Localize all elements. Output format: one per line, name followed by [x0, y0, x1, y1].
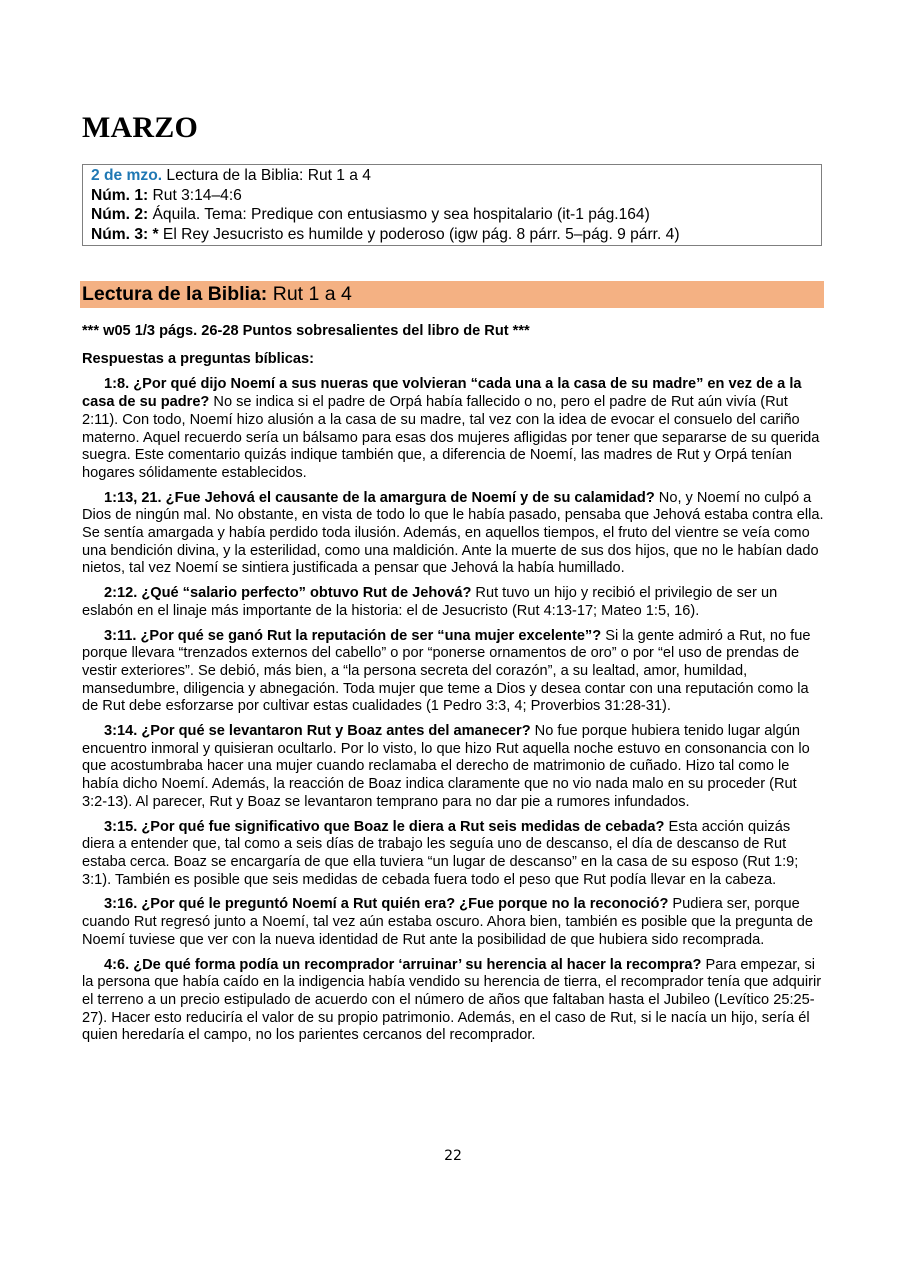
source-reference: *** w05 1/3 págs. 26-28 Puntos sobresalientes del libro de Rut *** [82, 323, 530, 339]
question: 2:12. ¿Qué “salario perfecto” obtuvo Rut de Jehová? [104, 585, 472, 602]
qa-paragraph [82, 490, 824, 579]
schedule-text: Áquila. Tema: Predique con entusiasmo y sea hospitalario (it-1 pág.164) [148, 206, 650, 224]
answer: Rut tuvo un hijo y recibió el privilegio de ser un eslabón en el linaje más importante de la historia: el de Jesucristo (Rut 4:13-17; Mateo 1:5, 16). [82, 585, 778, 619]
schedule-label: Núm. 1: [91, 186, 149, 204]
answer: Esta acción quizás diera a entender que, tal como a seis días de trabajo les seguía uno de descanso, el día de descanso de Rut estaba cerca. Boaz se encargaría de que ella tuviera “un lugar de descanso” en la casa de su esposo (Rut 1:9; 3:1). También es posible que seis medidas de cebada fuera todo el peso que Rut podía llevar en la cabeza. [82, 818, 799, 888]
answer: Para empezar, si la persona que había caído en la indigencia había vendido su herencia de tierra, el recomprador tenía que adquirir el terreno a un precio estipulado de acuerdo con el número de años que faltaban hasta el Jubileo (Levítico 25:25-27). Hacer esto reduciría el valor de su propio patrimonio. Además, en el caso de Rut, si le nacía un hijo, sería él quien heredaría el campo, no los parientes cercanos del recomprador. [82, 956, 822, 1044]
qa-paragraph [82, 819, 824, 890]
question: 3:15. ¿Por qué fue significativo que Boaz le diera a Rut seis medidas de cebada? [104, 818, 665, 835]
qa-paragraph [82, 896, 824, 949]
section-title-rest: Rut 1 a 4 [267, 283, 352, 305]
answer: Si la gente admiró a Rut, no fue porque llevara “trenzados externos del cabello” o por “ponerse ornamentos de oro” o por “el uso de prendas de vestir exteriores”. Se debió, más bien, a “la persona secreta del corazón”, a su lealtad, amor, humildad, mansedumbre, diligencia y abnegación. Toda mujer que teme a Dios y desea contar con una reputación como la de Rut debe esforzarse por cultivar estas cualidades (1 Pedro 3:3, 4; Proverbios 31:28-31). [82, 627, 811, 715]
question: 3:16. ¿Por qué le preguntó Noemí a Rut quién era? ¿Fue porque no la reconoció? [104, 896, 669, 913]
answer: No se indica si el padre de Orpá había fallecido o no, pero el padre de Rut aún vivía (Rut 2:11). Con todo, Noemí hizo alusión a la casa de su madre, tal vez con la idea de evocar el consuelo del cariño materno. Aquel recuerdo sería un bálsamo para esas dos mujeres afligidas por tener que separarse de su querida suegra. Este comentario quizás indique también que, a diferencia de Noemí, las madres de Rut y Orpá tenían hogares sólidamente establecidos. [82, 394, 820, 481]
schedule-line-3 [91, 225, 821, 245]
qa-paragraph [82, 376, 824, 482]
question: 3:11. ¿Por qué se ganó Rut la reputación de ser “una mujer excelente”? [104, 627, 602, 644]
question: 3:14. ¿Por qué se levantaron Rut y Boaz antes del amanecer? [104, 723, 531, 740]
qa-paragraph [82, 628, 824, 717]
schedule-date: 2 de mzo. [91, 167, 163, 184]
schedule-line-reading [91, 166, 821, 186]
schedule-label: Núm. 3: * [91, 225, 159, 243]
section-title-bold: Lectura de la Biblia: [82, 283, 268, 305]
question: 4:6. ¿De qué forma podía un recomprador ‘arruinar’ su herencia al hacer la recompra? [104, 956, 702, 973]
schedule-line-2 [91, 205, 821, 225]
section-heading [80, 281, 824, 308]
article-body [82, 323, 824, 1052]
question: 1:8. ¿Por qué dijo Noemí a sus nueras que volvieran “cada una a la casa de su madre” en vez de a la casa de su padre? [82, 376, 802, 411]
schedule-box [82, 164, 822, 246]
schedule-text: El Rey Jesucristo es humilde y poderoso (igw pág. 8 párr. 5–pág. 9 párr. 4) [158, 225, 680, 243]
answer: No fue porque hubiera tenido lugar algún encuentro inmoral y quisieran ocultarlo. Por lo visto, lo que hizo Rut aquella noche estuvo en consonancia con lo que acostumbraba hacer una mujer cuando reclamaba el derecho de matrimonio de cuñado. Hizo tal como le había dicho Noemí. Además, la reacción de Boaz indica claramente que no vio nada malo en su proceder (Rut 3:2-13). Al parecer, Rut y Boaz se levantaron temprano para no dar pie a rumores infundados. [82, 723, 810, 810]
qa-paragraph [82, 957, 824, 1046]
schedule-text: Rut 3:14–4:6 [148, 186, 242, 204]
schedule-line-1 [91, 186, 821, 206]
schedule-reading: Lectura de la Biblia: Rut 1 a 4 [162, 167, 371, 184]
page-number: 22 [444, 1148, 462, 1164]
answers-heading: Respuestas a preguntas bíblicas: [82, 350, 314, 367]
qa-paragraph [82, 585, 824, 620]
question: 1:13, 21. ¿Fue Jehová el causante de la amargura de Noemí y de su calamidad? [104, 489, 655, 506]
qa-paragraph [82, 723, 824, 812]
answer: Pudiera ser, porque cuando Rut regresó junto a Noemí, tal vez aún estaba oscuro. Ahora bien, también es posible que la pregunta de Noemí tuviese que ver con la nueva identidad de Rut ante la posibilidad de que hubiera sido recomprada. [82, 896, 813, 948]
schedule-label: Núm. 2: [91, 206, 149, 224]
month-heading: MARZO [82, 111, 198, 144]
answer: No, y Noemí no culpó a Dios de ningún mal. No obstante, en vista de todo lo que le había pasado, pensaba que Jehová estaba contra ella. Se sentía amargada y había perdido toda ilusión. Además, en aquellos tiempos, el fruto del vientre se veía como una bendición divina, y la esterilidad, como una maldición. Ante la muerte de sus dos hijos, que no le habían dado nietos, tal vez Noemí se sintiera justificada a pensar que Jehová la había humillado. [82, 489, 824, 577]
